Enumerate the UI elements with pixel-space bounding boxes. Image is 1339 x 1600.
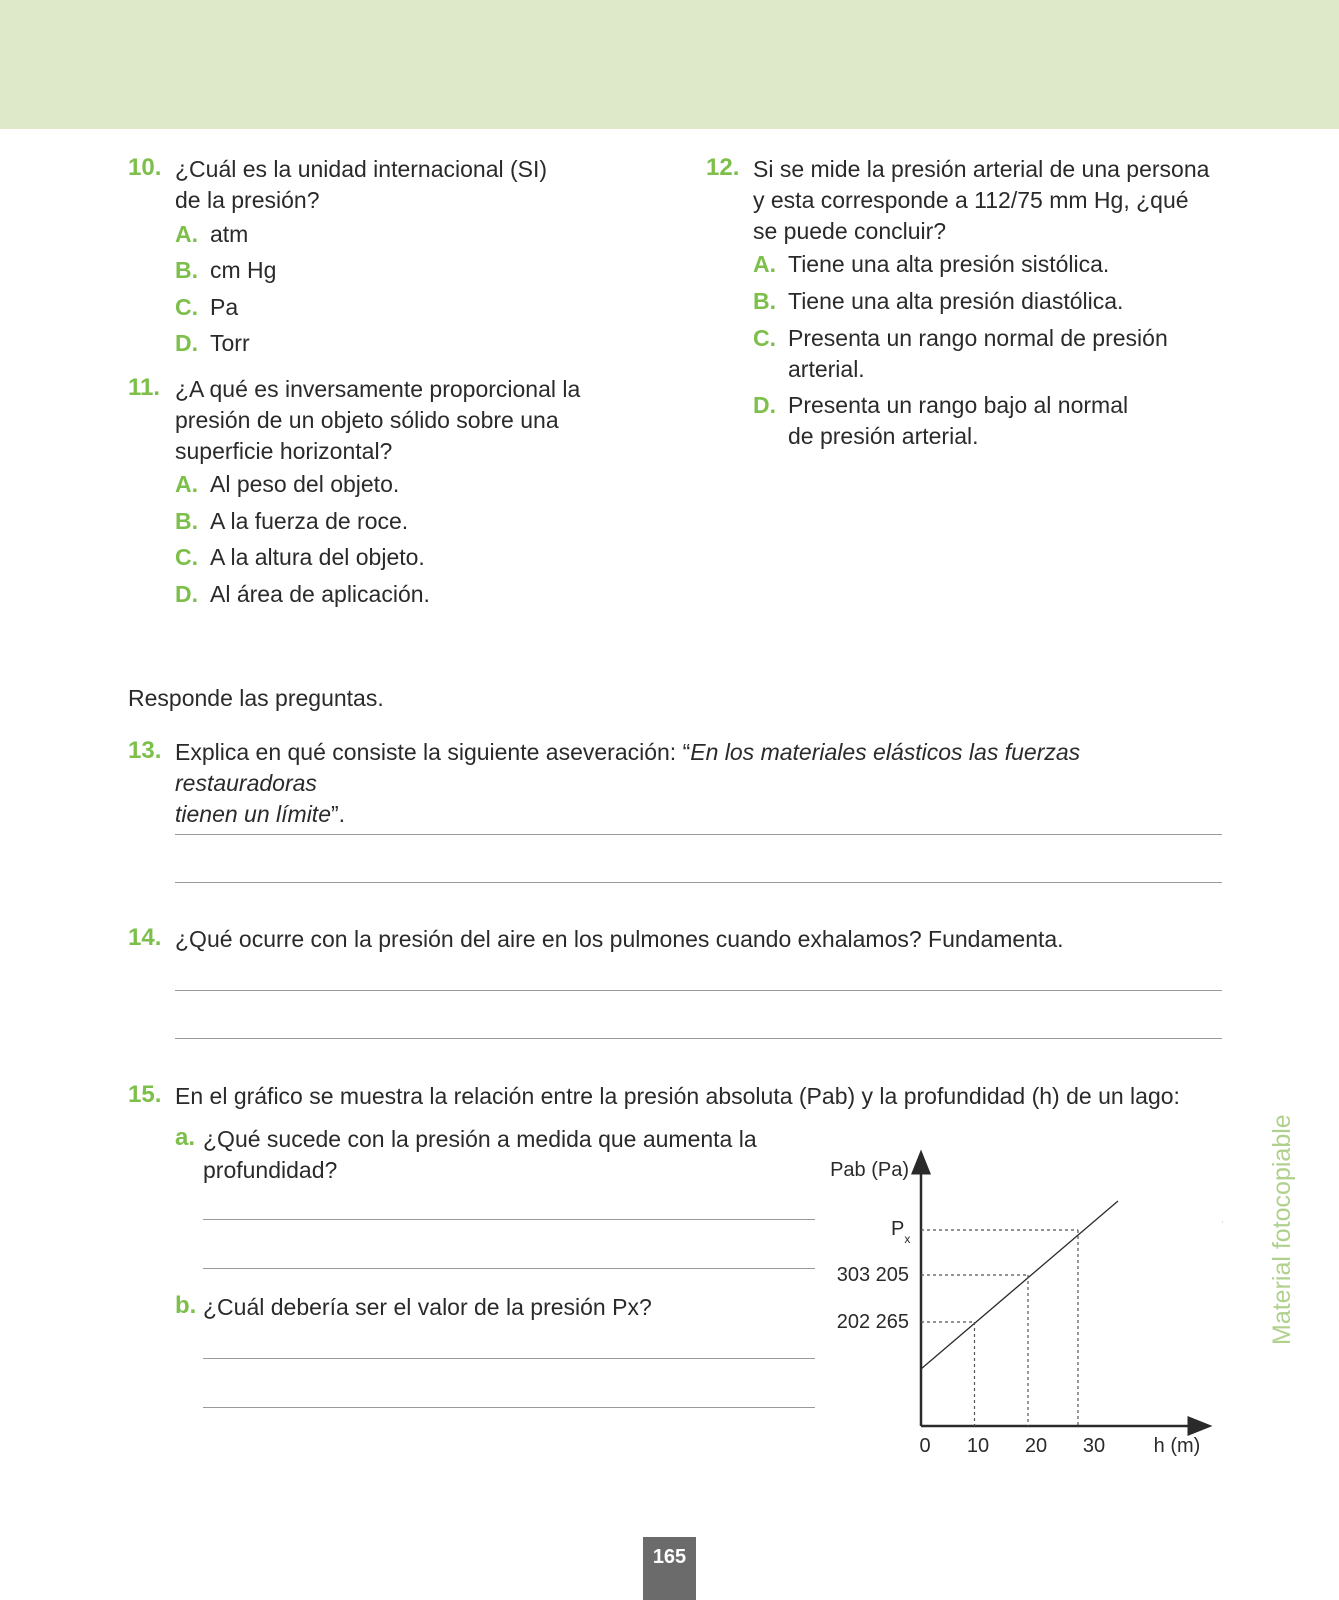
option-letter: A. xyxy=(175,471,198,497)
option-text: Torr xyxy=(210,330,250,356)
page-number: 165 xyxy=(643,1537,696,1600)
px-letter: P xyxy=(891,1218,905,1240)
instruction: Responde las preguntas. xyxy=(128,685,384,711)
q15a-line-2: profundidad? xyxy=(203,1157,338,1183)
q15a-letter: a. xyxy=(175,1124,196,1151)
option-letter: B. xyxy=(753,288,776,314)
q13-suffix: ”. xyxy=(330,801,346,827)
x-tick-0: 0 xyxy=(919,1435,931,1457)
option-letter: A. xyxy=(753,251,776,277)
y-axis-label: Pab (Pa) xyxy=(830,1159,909,1181)
y-tick-px xyxy=(891,1218,910,1246)
q11-number: 11. xyxy=(128,374,161,401)
option-letter: D. xyxy=(175,581,198,607)
option-letter: D. xyxy=(175,330,198,356)
option-text: Tiene una alta presión sistólica. xyxy=(788,251,1110,277)
x-axis-label: h (m) xyxy=(1153,1435,1201,1457)
q13-number: 13. xyxy=(128,737,162,764)
q14-text: ¿Qué ocurre con la presión del aire en los pulmones cuando exhalamos? Fundamenta. xyxy=(175,926,1064,952)
q12-line-1: Si se mide la presión arterial de una persona xyxy=(753,156,1210,182)
x-tick-30: 30 xyxy=(1082,1435,1106,1457)
option-text: Al peso del objeto. xyxy=(210,471,400,497)
option-text: cm Hg xyxy=(210,257,277,283)
px-subscript: x xyxy=(904,1232,911,1246)
option-letter: B. xyxy=(175,257,198,283)
option-text: A la fuerza de roce. xyxy=(210,508,409,534)
q12-line-3: se puede concluir? xyxy=(753,218,947,244)
option-text: atm xyxy=(210,221,249,247)
q15b-letter: b. xyxy=(175,1292,197,1319)
q15b-text: ¿Cuál debería ser el valor de la presión Px? xyxy=(203,1294,652,1320)
option-text: A la altura del objeto. xyxy=(210,544,425,570)
q15a-line-1: ¿Qué sucede con la presión a medida que aumenta la xyxy=(203,1126,757,1152)
q15-text: En el gráfico se muestra la relación entre la presión absoluta (Pab) y la profundidad (h) de un lago: xyxy=(175,1083,1180,1109)
x-tick-20: 20 xyxy=(1024,1435,1048,1457)
option-text-line-2: de presión arterial. xyxy=(788,423,979,449)
q13-quote-2: tienen un límite xyxy=(175,801,331,827)
option-letter: C. xyxy=(753,325,776,351)
option-text: Pa xyxy=(210,294,239,320)
q11-line-2: presión de un objeto sólido sobre una xyxy=(175,407,559,433)
y-tick-303205: 303 205 xyxy=(836,1264,909,1286)
q12-line-2: y esta corresponde a 112/75 mm Hg, ¿qué xyxy=(753,187,1189,213)
q11-line-1: ¿A qué es inversamente proporcional la xyxy=(175,376,581,402)
q11-line-3: superficie horizontal? xyxy=(175,438,393,464)
q12-number: 12. xyxy=(706,154,740,181)
option-text-line-1: Presenta un rango normal de presión xyxy=(788,325,1168,351)
q13-quote-1: En los materiales elásticos las fuerzas restauradoras xyxy=(175,739,1081,796)
option-letter: A. xyxy=(175,221,198,247)
q15-number: 15. xyxy=(128,1081,162,1108)
q10-line-2: de la presión? xyxy=(175,187,320,213)
q10-number: 10. xyxy=(128,154,162,181)
option-text-line-1: Presenta un rango bajo al normal xyxy=(788,392,1129,418)
y-tick-202265: 202 265 xyxy=(836,1311,909,1333)
option-letter: C. xyxy=(175,294,198,320)
q13-prefix: Explica en qué consiste la siguiente aseveración: “ xyxy=(175,739,691,765)
side-label: Material fotocopiable xyxy=(1268,1114,1296,1345)
pressure-line xyxy=(921,1201,1118,1369)
guide-lines xyxy=(921,1222,1222,1426)
option-letter: B. xyxy=(175,508,198,534)
option-letter: C. xyxy=(175,544,198,570)
option-text: Tiene una alta presión diastólica. xyxy=(788,288,1124,314)
x-tick-10: 10 xyxy=(966,1435,990,1457)
option-text-line-2: arterial. xyxy=(788,356,865,382)
option-text: Al área de aplicación. xyxy=(210,581,430,607)
q10-line-1: ¿Cuál es la unidad internacional (SI) xyxy=(175,156,548,182)
option-letter: D. xyxy=(753,392,776,418)
q14-number: 14. xyxy=(128,924,162,951)
